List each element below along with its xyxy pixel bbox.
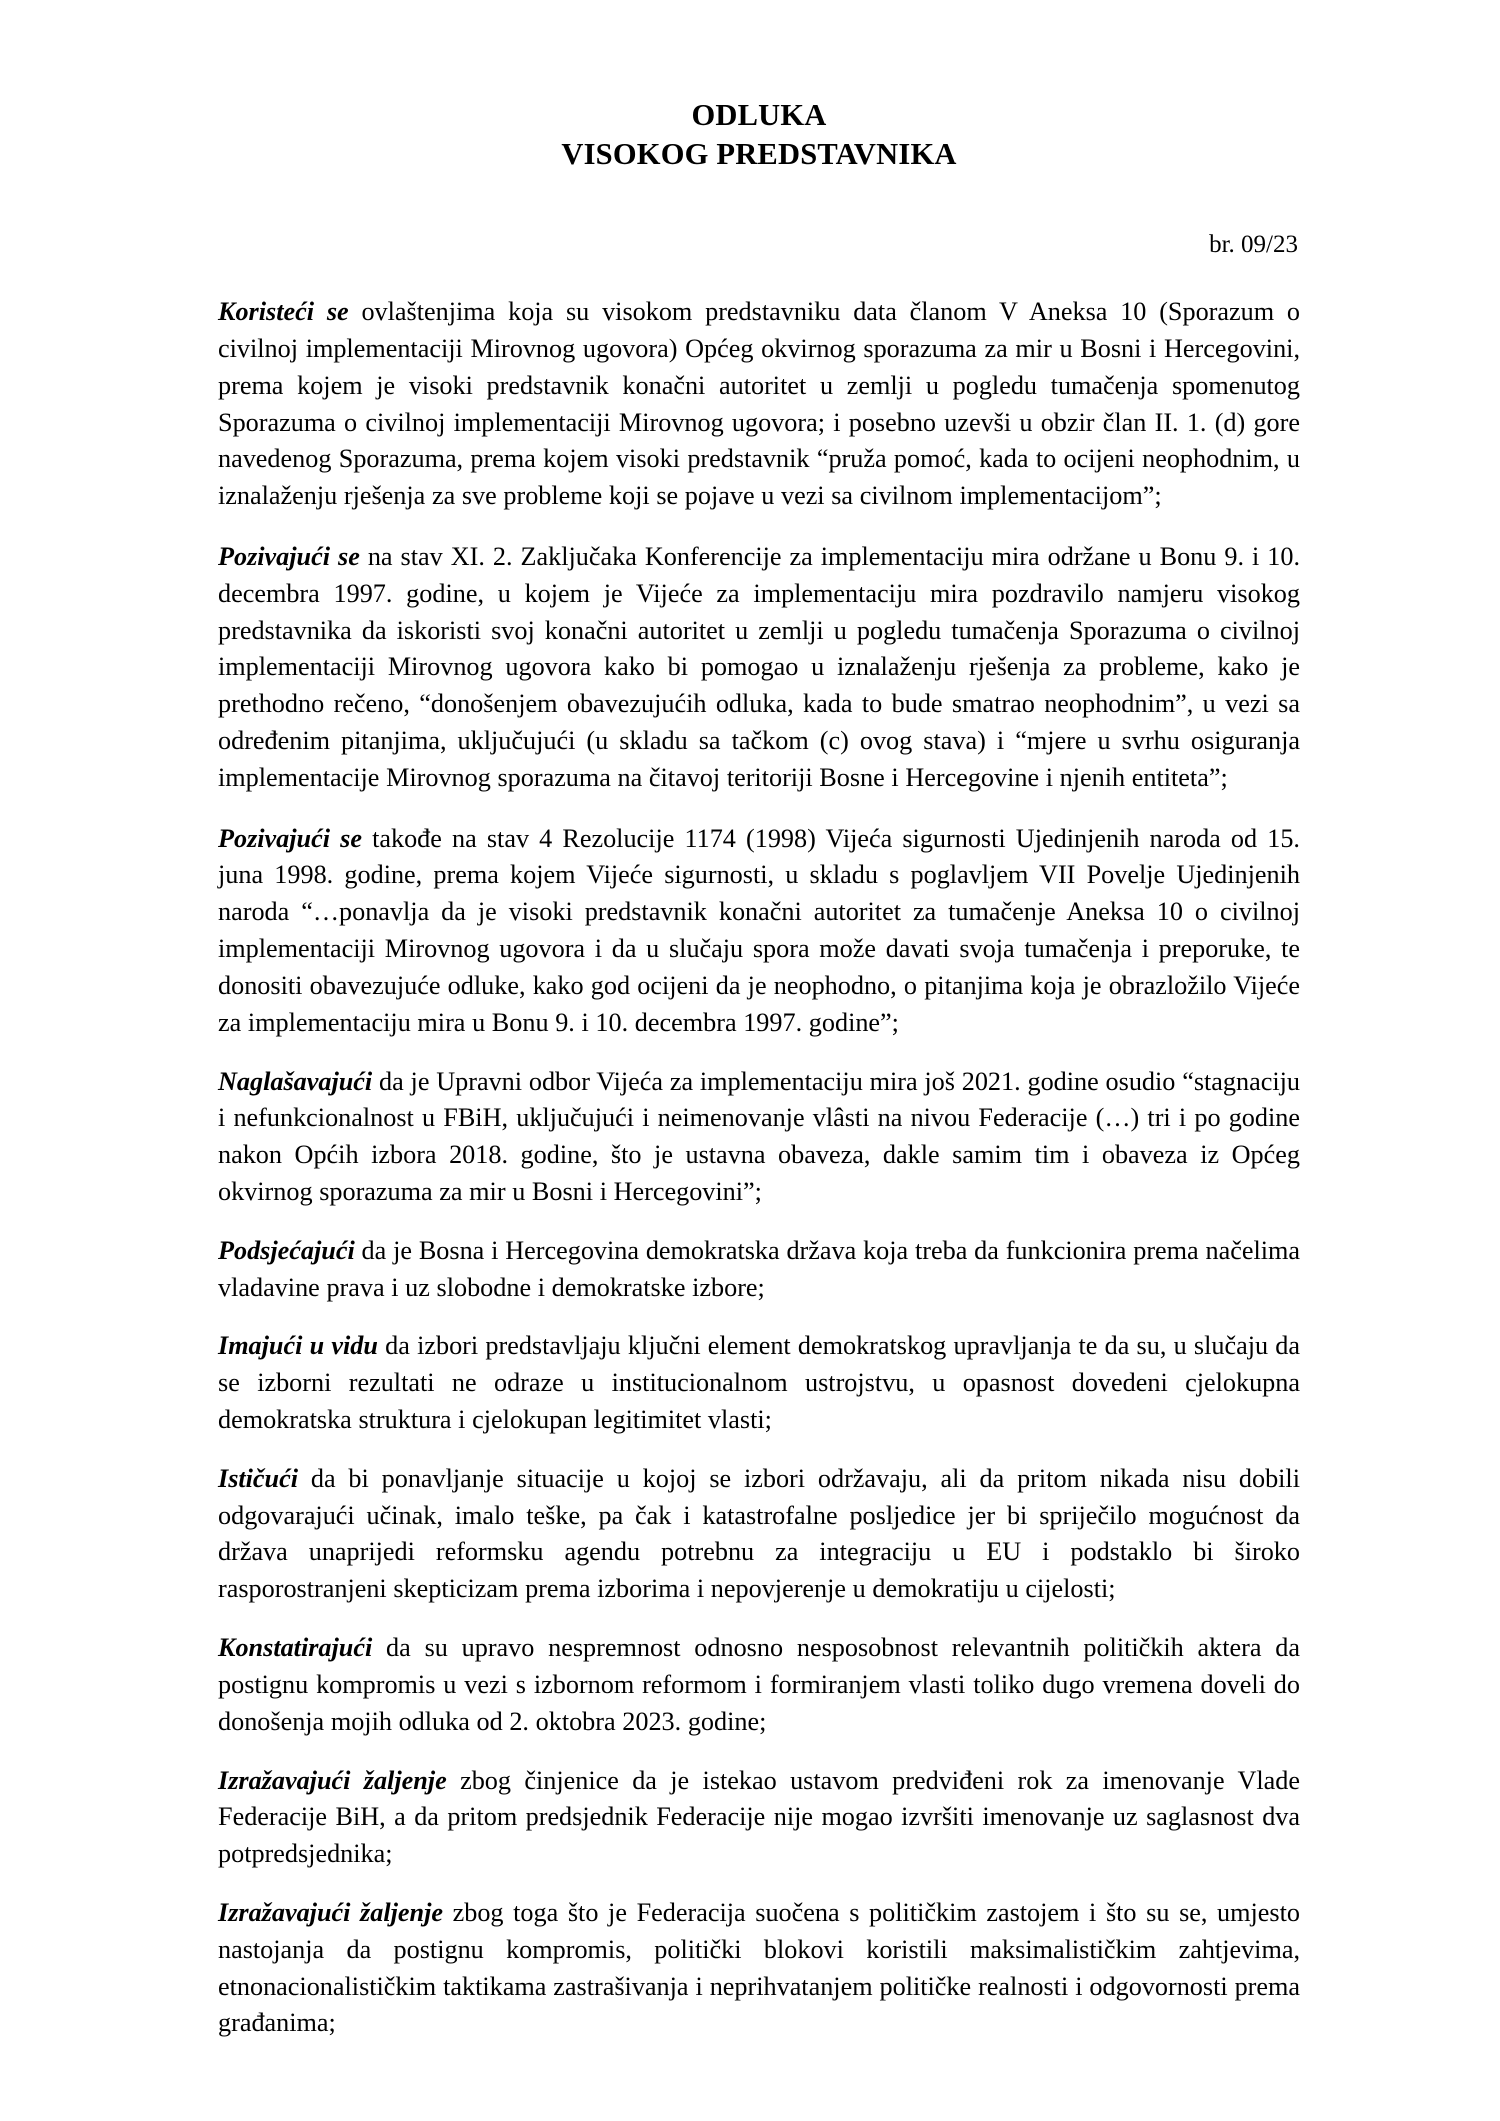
recital-paragraph-8 (218, 1630, 1300, 1740)
page-title (218, 96, 1300, 174)
recital-paragraph-7 (218, 1461, 1300, 1608)
page-title-line-1: ODLUKA (691, 98, 827, 132)
recital-paragraph-1 (218, 294, 1300, 515)
recital-lead-1: Koristeći se (218, 297, 349, 327)
recital-lead-7: Ističući (218, 1463, 299, 1493)
recital-paragraph-4 (218, 1064, 1300, 1211)
recital-lead-4: Naglašavajući (218, 1066, 373, 1096)
recital-text-3: takođe na stav 4 Rezolucije 1174 (1998) Vijeća sigurnosti Ujedinjenih naroda od 15. juna 1998. godine, prema kojem Vijeće sigurnosti, u skladu s poglavljem VII Povelje Ujedinjenih naroda “…ponavlja da je visoki predstavnik konačni autoritet za tumačenje Aneksa 10 o civilnoj implementaciji Mirovnog ugovora i da u slučaju spora može davati svoja tumačenja i preporuke, te donositi obavezujuće odluke, kako god ocijeni da je neophodno, o pitanjima koja je obrazložilo Vijeće za implementaciju mira u Bonu 9. i 10. decembra 1997. godine”; (218, 823, 1300, 1037)
recital-text-7: da bi ponavljanje situacije u kojoj se izbori održavaju, ali da pritom nikada nisu dobili odgovarajući učinak, imalo teške, pa čak i katastrofalne posljedice jer bi spriječilo mogućnost da država unaprijedi reformsku agendu potrebnu za integraciju u EU i podstaklo bi široko rasporostranjeni skepticizam prema izborima i nepovjerenje u demokratiju u cijelosti; (218, 1463, 1300, 1604)
recital-lead-8: Konstatirajući (218, 1633, 373, 1663)
recital-text-1: ovlaštenjima koja su visokom predstavniku data članom V Aneksa 10 (Sporazum o civilnoj implementaciji Mirovnog ugovora) Općeg okvirnog sporazuma za mir u Bosni i Hercegovini, prema kojem je visoki predstavnik konačni autoritet u zemlji u pogledu tumačenja spomenutog Sporazuma o civilnoj implementaciji Mirovnog ugovora; i posebno uzevši u obzir član II. 1. (d) gore navedenog Sporazuma, prema kojem visoki predstavnik “pruža pomoć, kada to ocijeni neophodnim, u iznalaženju rješenja za sve probleme koji se pojave u vezi sa civilnom implementacijom”; (218, 297, 1300, 511)
recital-paragraph-10 (218, 1895, 1300, 2042)
recital-text-2: na stav XI. 2. Zaključaka Konferencije za implementaciju mira održane u Bonu 9. i 10. decembra 1997. godine, u kojem je Vijeće za implementaciju mira pozdravilo namjeru visokog predstavnika da iskoristi svoj konačni autoritet u zemlji u pogledu tumačenja Sporazuma o civilnoj implementaciji Mirovnog ugovora kako bi pomogao u iznalaženju rješenja za probleme, kako je prethodno rečeno, “donošenjem obavezujućih odluka, kada to bude smatrao neophodnim”, u vezi sa određenim pitanjima, uključujući (u skladu sa tačkom (c) ovog stava) i “mjere u svrhu osiguranja implementacije Mirovnog sporazuma na čitavoj teritoriji Bosne i Hercegovine i njenih entiteta”; (218, 541, 1300, 792)
page-title-line-2: VISOKOG PREDSTAVNIKA (561, 137, 957, 172)
recital-lead-6: Imajući u vidu (218, 1331, 378, 1361)
recital-paragraph-9 (218, 1763, 1300, 1873)
recital-text-8: da su upravo nespremnost odnosno nesposobnost relevantnih političkih aktera da postignu kompromis u vezi s izbornom reformom i formiranjem vlasti toliko dugo vremena doveli do donošenja mojih odluka od 2. oktobra 2023. godine; (218, 1633, 1300, 1736)
recital-text-6: da izbori predstavljaju ključni element demokratskog upravljanja te da su, u slučaju da se izborni rezultati ne odraze u institucionalnom ustrojstvu, u opasnost dovedeni cjelokupna demokratska struktura i cjelokupan legitimitet vlasti; (218, 1331, 1300, 1434)
recital-text-10: zbog toga što je Federacija suočena s političkim zastojem i što su se, umjesto nastojanja da postignu kompromis, politički blokovi koristili maksimalističkim zahtjevima, etnonacionalističkim taktikama zastrašivanja i neprihvatanjem političke realnosti i odgovornosti prema građanima; (218, 1897, 1300, 2038)
recital-paragraph-3 (218, 821, 1300, 1042)
recital-lead-2: Pozivajući se (218, 541, 360, 571)
recital-lead-5: Podsjećajući (218, 1235, 355, 1265)
recital-lead-9: Izražavajući žaljenje (218, 1765, 447, 1795)
recital-text-4: da je Upravni odbor Vijeća za implementaciju mira još 2021. godine osudio “stagnaciju i nefunkcionalnost u FBiH, uključujući i neimenovanje vlâsti na nivou Federacije (…) tri i po godine nakon Općih izbora 2018. godine, što je ustavna obaveza, dakle samim tim i obaveza iz Općeg okvirnog sporazuma za mir u Bosni i Hercegovini”; (218, 1066, 1300, 1206)
recital-paragraph-5 (218, 1233, 1300, 1307)
recital-lead-10: Izražavajući žaljenje (218, 1897, 443, 1927)
recital-text-5: da je Bosna i Hercegovina demokratska država koja treba da funkcionira prema načelima vladavine prava i uz slobodne i demokratske izbore; (218, 1235, 1300, 1302)
recital-paragraph-2 (218, 539, 1300, 797)
recital-lead-3: Pozivajući se (218, 823, 362, 853)
document-body (218, 294, 1300, 2042)
recital-text-9: zbog činjenice da je istekao ustavom predviđeni rok za imenovanje Vlade Federacije BiH, a da pritom predsjednik Federacije nije mogao izvršiti imenovanje uz saglasnost dva potpredsjednika; (218, 1765, 1300, 1869)
recital-paragraph-6 (218, 1328, 1300, 1438)
reference-number: br. 09/23 (1209, 231, 1298, 259)
